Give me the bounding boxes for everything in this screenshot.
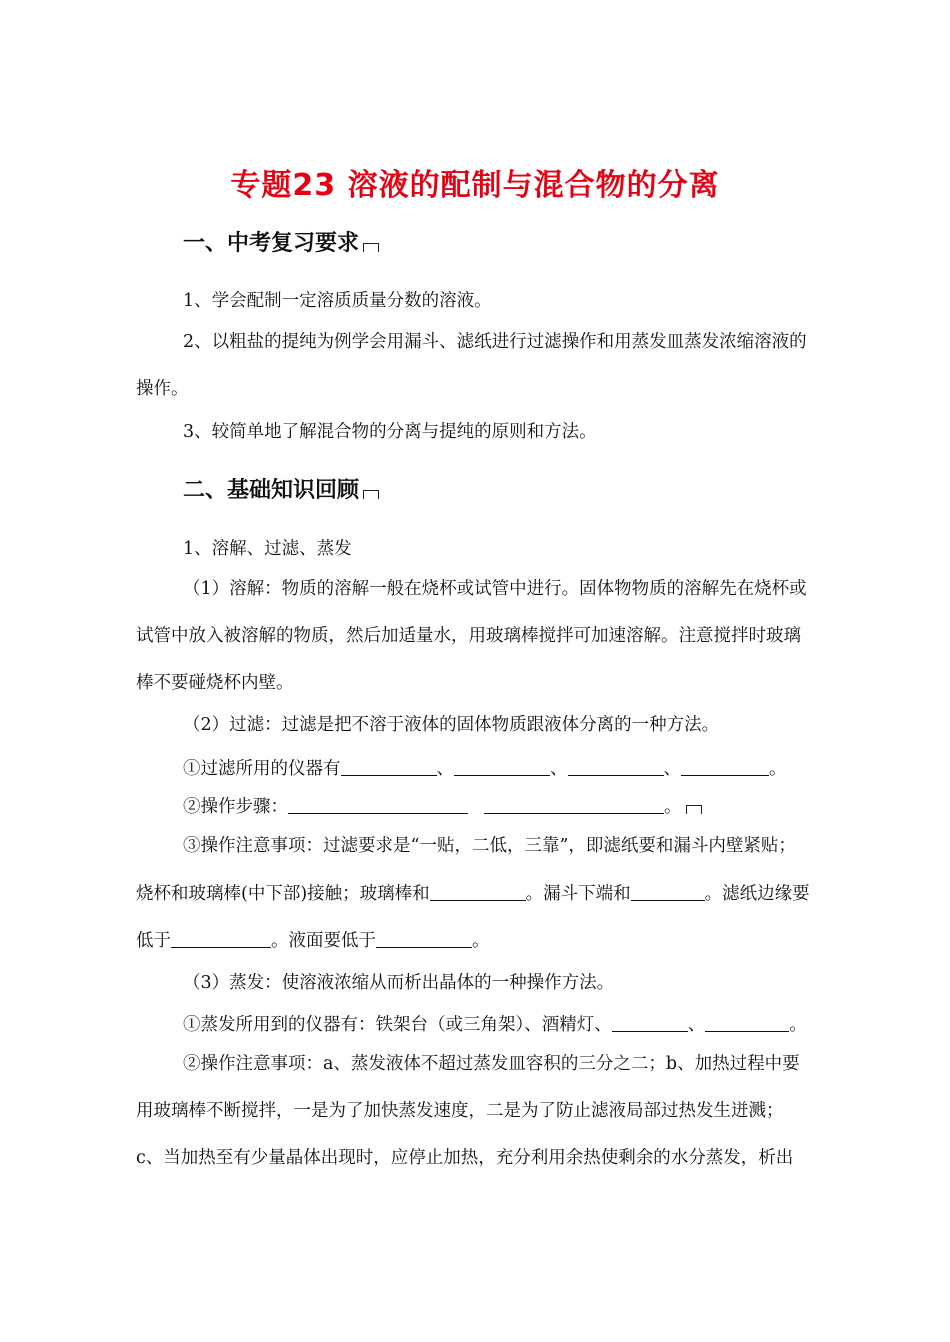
subsection-title: 1、溶解、过滤、蒸发 (183, 539, 352, 559)
dissolve-paragraph: （1）溶解：物质的溶解一般在烧杯或试管中进行。固体物物质的溶解先在烧杯或 (183, 579, 807, 599)
question-text: 。滤纸边缘要 (704, 884, 810, 904)
dissolve-paragraph-line: 棒不要碰烧杯内壁。 (136, 673, 294, 693)
answer-blank[interactable] (341, 757, 437, 776)
section-heading-label: 二、基础知识回顾 (183, 478, 360, 503)
requirement-item: 1、学会配制一定溶质质量分数的溶液。 (183, 291, 492, 311)
paragraph-mark-icon (363, 490, 379, 499)
period: 。 (769, 759, 787, 779)
section-heading-requirements (183, 226, 379, 257)
separator: 、 (663, 759, 681, 779)
separator: 、 (687, 1015, 706, 1035)
requirement-item-continued: 操作。 (136, 379, 189, 399)
evaporation-notes-line: ②操作注意事项：a、蒸发液体不超过蒸发皿容积的三分之二；b、加热过程中要 (183, 1054, 800, 1074)
answer-blank[interactable] (454, 757, 550, 776)
period: 。 (789, 1015, 807, 1035)
section-heading-label: 一、中考复习要求 (183, 231, 360, 256)
answer-blank[interactable] (631, 882, 705, 901)
dissolve-paragraph-line: 试管中放入被溶解的物质，然后加适量水，用玻璃棒搅拌可加速溶解。注意搅拌时玻璃 (136, 626, 801, 646)
requirement-item: 3、较简单地了解混合物的分离与提纯的原则和方法。 (183, 422, 597, 442)
page-title: 专题23 溶液的配制与混合物的分离 (230, 168, 720, 203)
filter-notes-line (136, 929, 490, 953)
evaporation-intro: （3）蒸发：使溶液浓缩从而析出晶体的一种操作方法。 (183, 973, 615, 993)
question-text: ①过滤所用的仪器有 (183, 759, 341, 779)
question-text: ①蒸发所用到的仪器有：铁架台（或三角架）、酒精灯、 (183, 1015, 612, 1035)
answer-blank[interactable] (288, 795, 468, 814)
question-text: 。漏斗下端和 (525, 884, 631, 904)
answer-blank[interactable] (705, 1013, 789, 1032)
answer-blank[interactable] (171, 929, 271, 948)
answer-blank[interactable] (430, 882, 526, 901)
period: 。 (472, 931, 490, 951)
answer-blank[interactable] (612, 1013, 688, 1032)
evaporation-question-instruments (183, 1013, 807, 1037)
section-heading-review (183, 473, 379, 504)
requirement-item: 2、以粗盐的提纯为例学会用漏斗、滤纸进行过滤操作和用蒸发皿蒸发浓缩溶液的 (183, 332, 807, 352)
filter-intro: （2）过滤：过滤是把不溶于液体的固体物质跟液体分离的一种方法。 (183, 715, 720, 735)
question-text: 。液面要低于 (271, 931, 376, 951)
question-text: 烧杯和玻璃棒(中下部)接触；玻璃棒和 (136, 884, 430, 904)
question-text: ②操作步骤： (183, 797, 288, 817)
filter-notes-line (136, 882, 810, 906)
filter-question-steps (183, 795, 702, 819)
question-text: 低于 (136, 931, 171, 951)
answer-blank[interactable] (376, 929, 472, 948)
evaporation-notes-line: c、当加热至有少量晶体出现时，应停止加热，充分利用余热使剩余的水分蒸发，析出 (136, 1148, 794, 1168)
answer-blank[interactable] (681, 757, 769, 776)
period: 。 (664, 797, 682, 817)
filter-notes-line: ③操作注意事项：过滤要求是“一贴，二低，三靠”，即滤纸要和漏斗内壁紧贴； (183, 836, 796, 856)
paragraph-mark-icon (363, 243, 379, 252)
paragraph-mark-icon (686, 805, 702, 814)
evaporation-notes-line: 用玻璃棒不断搅拌，一是为了加快蒸发速度，二是为了防止滤液局部过热发生迸溅； (136, 1101, 784, 1121)
filter-question-instruments (183, 757, 787, 781)
separator: 、 (436, 759, 454, 779)
answer-blank[interactable] (568, 757, 664, 776)
answer-blank[interactable] (484, 795, 664, 814)
separator: 、 (550, 759, 568, 779)
